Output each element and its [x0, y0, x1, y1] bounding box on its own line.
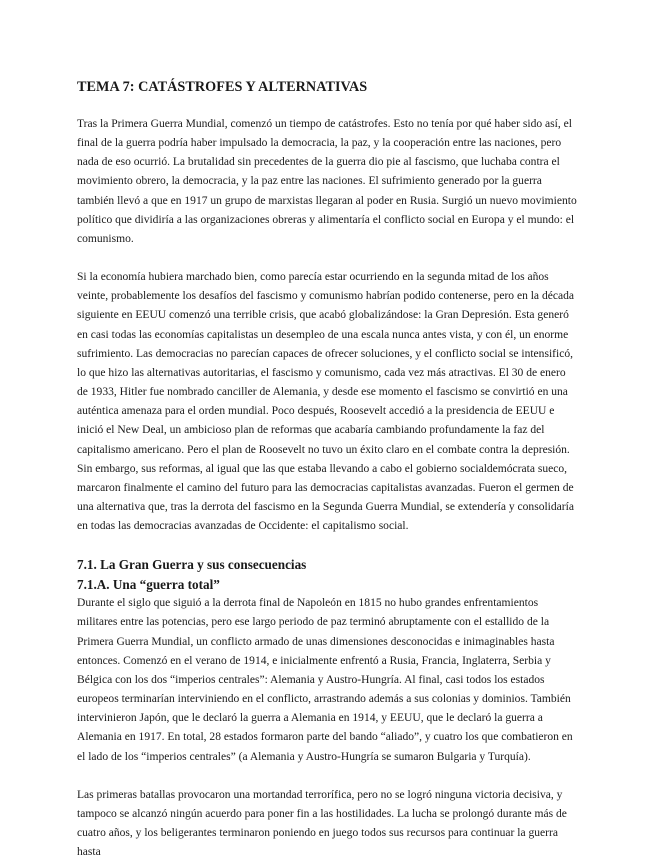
paragraph-spacer — [77, 249, 579, 268]
document-body — [77, 78, 579, 862]
page-title: TEMA 7: CATÁSTROFES Y ALTERNATIVAS — [77, 79, 368, 95]
intro-paragraph-1: Tras la Primera Guerra Mundial, comenzó un tiempo de catástrofes. Esto no tenía por qué haber sido así, el final de la guerra podría haber impulsado la democracia, la paz, y la cooperación entre las naciones, pero nada de eso ocurrió. La brutalidad sin precedentes de la guerra dio pie al fascismo, que luchaba contra el movimiento obrero, la democracia, y la paz entre las naciones. El sufrimiento generado por la guerra también llevó a que en 1917 un grupo de marxistas llegaran al poder en Rusia. Surgió un nuevo movimiento político que dividiría a las organizaciones obreras y alimentaría el conflicto social en Europa y el mundo: el comunismo. — [77, 118, 577, 245]
subsection-heading: 7.1.A. Una “guerra total” — [77, 576, 220, 592]
intro-paragraph-2: Si la economía hubiera marchado bien, como parecía estar ocurriendo en la segunda mitad de los años veinte, probablemente los desafíos del fascismo y comunismo habrían podido contenerse, pero en la década siguiente en EEUU comenzó una terrible crisis, que acabó globalizándose: la Gran Depresión. Esta generó en casi todas las economías capitalistas un desempleo de una escala nunca antes vista, y con él, un enorme sufrimiento. Las democracias no parecían capaces de ofrecer soluciones, y el conflicto social se intensificó, lo que hizo las alternativas autoritarias, el fascismo y comunismo, cada vez más atractivas. El 30 de enero de 1933, Hitler fue nombrado canciller de Alemania, y desde ese momento el fascismo se convirtió en una auténtica amenaza para el orden mundial. Poco después, Roosevelt accedió a la presidencia de EEUU e inició el New Deal, un ambicioso plan de reformas que acabaría cambiando profundamente la faz del capitalismo americano. Pero el plan de Roosevelt no tuvo un éxito claro en el combate contra la depresión. Sin embargo, sus reformas, al igual que las que estaba llevando a cabo el gobierno socialdemócrata sueco, marcaron finalmente el camino del futuro para las democracias capitalistas avanzadas. Fueron el germen de una alternativa que, tras la derrota del fascismo en la Segunda Guerra Mundial, se extendería y consolidaría en todas las democracias avanzadas de Occidente: el capitalismo social. — [77, 271, 574, 533]
paragraph-spacer — [77, 767, 579, 786]
section-heading: 7.1. La Gran Guerra y sus consecuencias — [77, 557, 307, 573]
paragraph-spacer — [77, 536, 579, 555]
section-paragraph-1: Durante el siglo que siguió a la derrota final de Napoleón en 1815 no hubo grandes enfrentamientos militares entre las potencias, pero ese largo periodo de paz terminó abruptamente con el estallido de la Primera Guerra Mundial, un conflicto armado de unas dimensiones desconocidas e inimaginables hasta entonces. Comenzó en el verano de 1914, e inicialmente enfrentó a Rusia, Francia, Inglaterra, Serbia y Bélgica con los dos “imperios centrales”: Alemania y Austro-Hungría. Al final, casi todos los estados europeos terminarían interviniendo en el conflicto, arrastrando además a sus colonias y dominios. También intervinieron Japón, que le declaró la guerra a Alemania en 1914, y EEUU, que le declaró la guerra a Alemania en 1917. En total, 28 estados formaron parte del bando “aliado”, y cuatro los que combatieron en el lado de los “imperios centrales” (a Alemania y Austro-Hungría se sumaron Bulgaria y Turquía). — [77, 597, 573, 763]
section-paragraph-2: Las primeras batallas provocaron una mortandad terrorífica, pero no se logró ninguna victoria decisiva, y tampoco se alcanzó ningún acuerdo para poner fin a las hostilidades. La lucha se prolongó durante más de cuatro años, y los beligerantes terminaron poniendo en juego todos sus recursos para continuar la guerra hasta — [77, 788, 567, 859]
